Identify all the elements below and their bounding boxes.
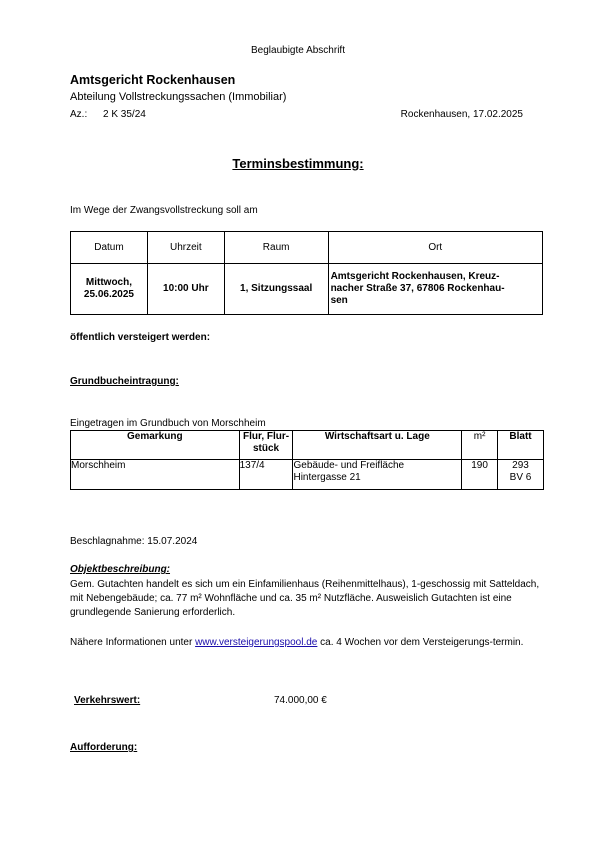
intro-text: Im Wege der Zwangsvollstreckung soll am bbox=[70, 205, 258, 216]
market-value: 74.000,00 € bbox=[274, 695, 327, 706]
file-number: 2 K 35/24 bbox=[103, 109, 146, 120]
header-datum: Datum bbox=[71, 232, 148, 264]
blatt-number: 293 bbox=[512, 460, 529, 471]
datum-weekday: Mittwoch, bbox=[85, 277, 132, 288]
termin-table bbox=[70, 231, 543, 315]
header-ort: Ort bbox=[328, 232, 542, 264]
flur-header-line: stück bbox=[252, 443, 280, 454]
object-description-heading: Objektbeschreibung: bbox=[70, 564, 171, 575]
header-blatt: Blatt bbox=[498, 431, 544, 460]
header-flur bbox=[239, 431, 293, 460]
info-paragraph bbox=[70, 635, 540, 650]
market-value-label: Verkehrswert: bbox=[74, 695, 141, 706]
table-header-row bbox=[71, 431, 544, 460]
ort-line: nacher Straße 37, 67806 Rockenhau- bbox=[330, 283, 505, 294]
blatt-bv: BV 6 bbox=[509, 472, 532, 483]
cell-ort bbox=[328, 264, 542, 315]
ort-line: Amtsgericht Rockenhausen, Kreuz- bbox=[330, 271, 500, 282]
info-link[interactable]: www.versteigerungspool.de bbox=[195, 637, 318, 648]
ort-line: sen bbox=[330, 295, 348, 306]
header-wirtschaftsart: Wirtschaftsart u. Lage bbox=[293, 431, 462, 460]
wirtschaftsart-line: Gebäude- und Freifläche bbox=[293, 460, 405, 471]
grundbuch-heading: Grundbucheintragung: bbox=[70, 376, 179, 387]
grundbuch-intro: Eingetragen im Grundbuch von Morschheim bbox=[70, 418, 266, 429]
cell-gemarkung: Morschheim bbox=[71, 460, 240, 490]
table-row bbox=[71, 460, 544, 490]
grundbuch-table bbox=[70, 430, 544, 490]
header-uhrzeit: Uhrzeit bbox=[147, 232, 224, 264]
header-raum: Raum bbox=[224, 232, 328, 264]
table-header-row bbox=[71, 232, 543, 264]
cell-blatt bbox=[498, 460, 544, 490]
cell-uhrzeit: 10:00 Uhr bbox=[147, 264, 224, 315]
file-number-label: Az.: bbox=[70, 109, 88, 120]
department: Abteilung Vollstreckungssachen (Immobiliar) bbox=[70, 91, 287, 103]
request-heading: Aufforderung: bbox=[70, 742, 138, 753]
court-name: Amtsgericht Rockenhausen bbox=[70, 73, 236, 87]
info-suffix: ca. 4 Wochen vor dem Versteigerungs-termin. bbox=[317, 637, 524, 648]
object-description-text: Gem. Gutachten handelt es sich um ein Einfamilienhaus (Reihenmittelhaus), 1-geschossig mit Satteldach, mit Nebengebäude; ca. 77 m² Wohnfläche und ca. 35 m² Nutzfläche. Ausweislich Gutachten ist eine grundlegende Sanierung erforderlich. bbox=[70, 579, 540, 618]
cell-wirtschaftsart bbox=[293, 460, 462, 490]
certification-note: Beglaubigte Abschrift bbox=[251, 45, 345, 56]
cell-raum: 1, Sitzungssaal bbox=[224, 264, 328, 315]
flur-header-line: Flur, Flur- bbox=[242, 431, 290, 442]
cell-qm: 190 bbox=[462, 460, 498, 490]
place-date: Rockenhausen, 17.02.2025 bbox=[400, 109, 523, 120]
info-prefix: Nähere Informationen unter bbox=[70, 637, 196, 648]
public-sale-note: öffentlich versteigert werden: bbox=[70, 332, 211, 343]
header-qm: m² bbox=[462, 431, 498, 460]
page-title: Terminsbestimmung: bbox=[232, 156, 364, 171]
cell-flur: 137/4 bbox=[239, 460, 293, 490]
lage-line: Hintergasse 21 bbox=[293, 472, 361, 483]
header-gemarkung: Gemarkung bbox=[71, 431, 240, 460]
datum-date: 25.06.2025 bbox=[83, 289, 134, 300]
seizure-date: Beschlagnahme: 15.07.2024 bbox=[70, 536, 198, 547]
cell-datum bbox=[71, 264, 148, 315]
table-row bbox=[71, 264, 543, 315]
